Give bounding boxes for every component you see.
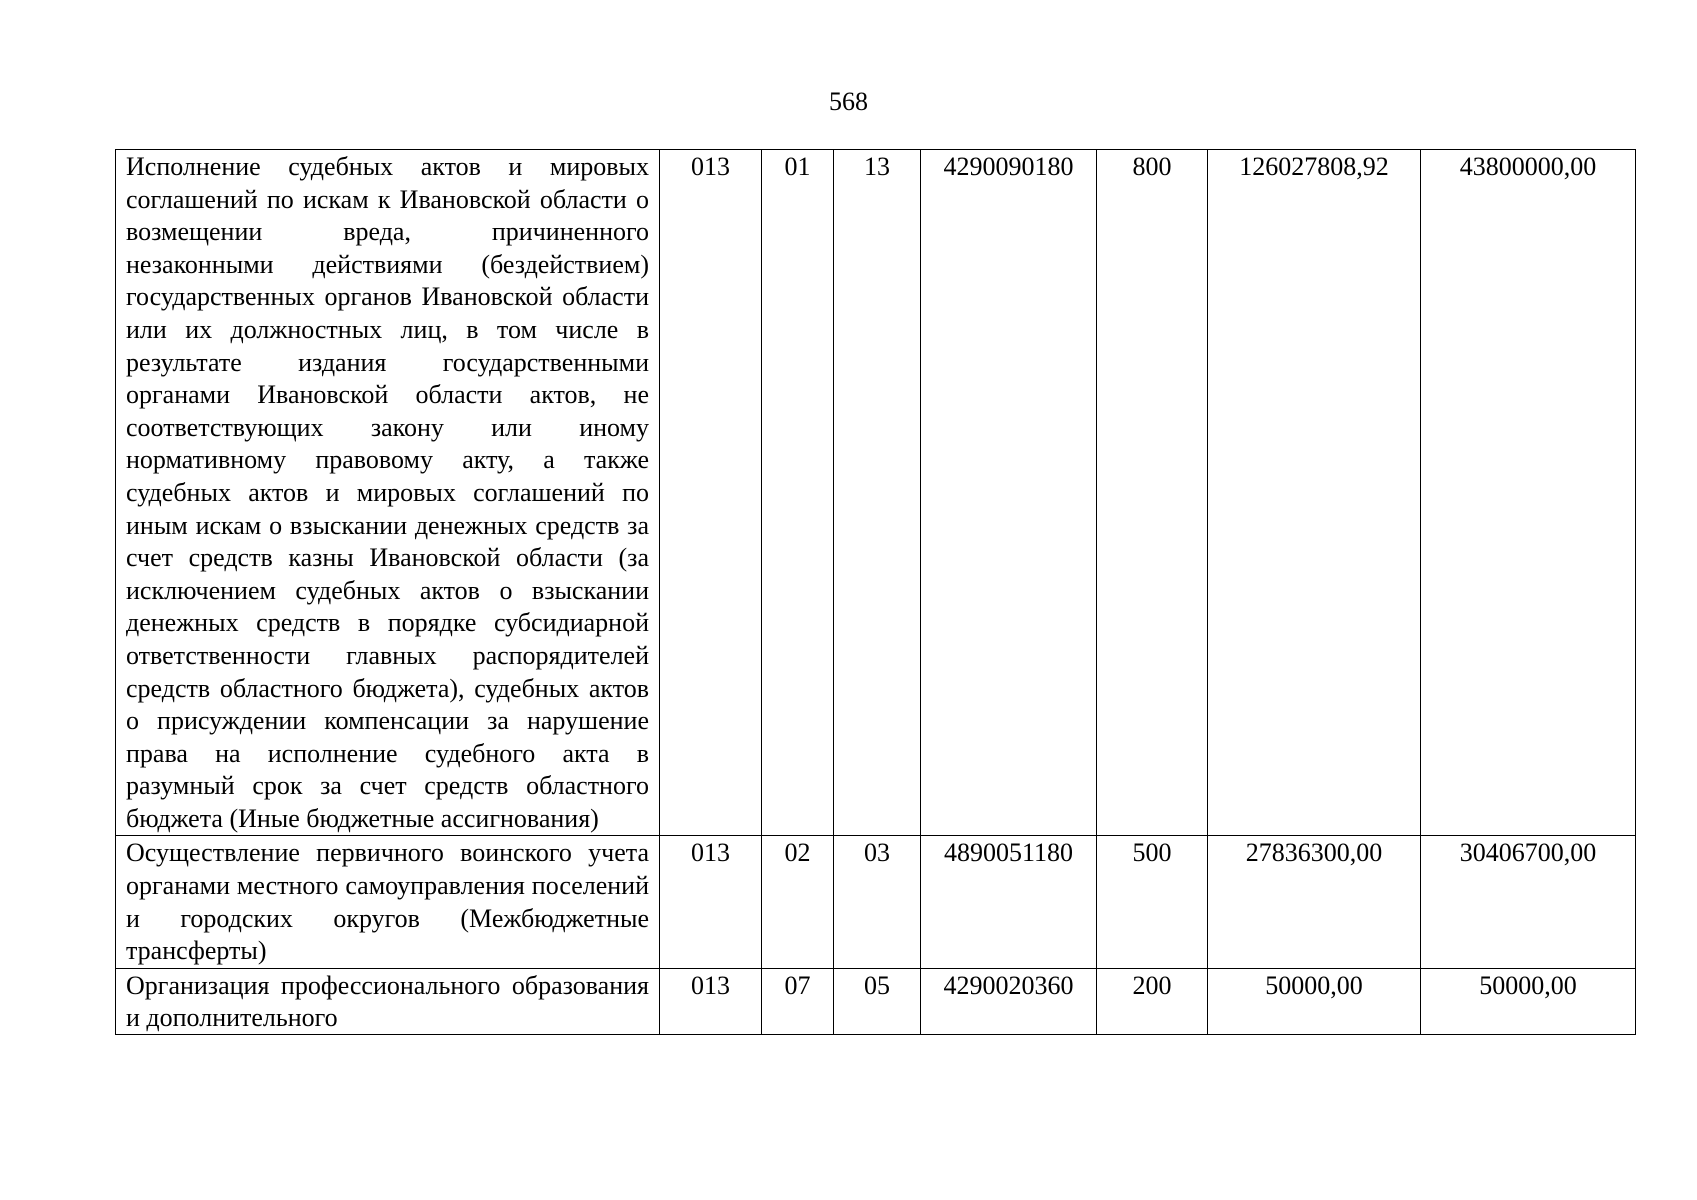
section-code-cell: 07: [762, 968, 834, 1034]
row-description-cell: [116, 150, 660, 836]
subsection-code-cell: 05: [834, 968, 921, 1034]
amount-1-cell: 27836300,00: [1208, 836, 1421, 968]
row-description-clip: [126, 970, 649, 1034]
section-code-cell: 01: [762, 150, 834, 836]
target-article-cell: 4890051180: [921, 836, 1097, 968]
row-description: Исполнение судебных актов и мировых соглашений по искам к Ивановской области о возмещении вреда, причиненного незаконными действиями (бездействием) государственных органов Ивановской области или их должностных лиц, в том числе в результате издания государственными органами Ивановской области актов, не соответствующих закону или иному нормативному правовому акту, а также судебных актов и мировых соглашений по иным искам о взыскании денежных средств за счет средств казны Ивановской области (за исключением судебных актов о взыскании денежных средств в порядке субсидиарной ответственности главных распорядителей средств областного бюджета), судебных актов о присуждении компенсации за нарушение права на исполнение судебного акта в разумный срок за счет средств областного бюджета (Иные бюджетные ассигнования): [126, 152, 649, 833]
amount-1-cell: 50000,00: [1208, 968, 1421, 1034]
subsection-code-cell: 13: [834, 150, 921, 836]
row-description-cell: [116, 968, 660, 1034]
expense-type-cell: 500: [1097, 836, 1208, 968]
ministry-code-cell: 013: [660, 968, 762, 1034]
ministry-code-cell: 013: [660, 150, 762, 836]
amount-2-cell: 43800000,00: [1421, 150, 1636, 836]
amount-2-cell: 50000,00: [1421, 968, 1636, 1034]
page-number: 568: [829, 87, 868, 116]
budget-table: [115, 149, 1636, 1035]
table-row: [116, 150, 1636, 836]
target-article-cell: 4290090180: [921, 150, 1097, 836]
subsection-code-cell: 03: [834, 836, 921, 968]
amount-2-cell: 30406700,00: [1421, 836, 1636, 968]
expense-type-cell: 800: [1097, 150, 1208, 836]
ministry-code-cell: 013: [660, 836, 762, 968]
target-article-cell: 4290020360: [921, 968, 1097, 1034]
table-row: [116, 968, 1636, 1034]
section-code-cell: 02: [762, 836, 834, 968]
row-description: Организация профессионального образования и дополнительного: [126, 970, 649, 1033]
row-description: Осуществление первичного воинского учета органами местного самоуправления поселений и городских округов (Межбюджетные трансферты): [126, 838, 649, 966]
table-row: [116, 836, 1636, 968]
amount-1-cell: 126027808,92: [1208, 150, 1421, 836]
row-description-cell: [116, 836, 660, 968]
expense-type-cell: 200: [1097, 968, 1208, 1034]
